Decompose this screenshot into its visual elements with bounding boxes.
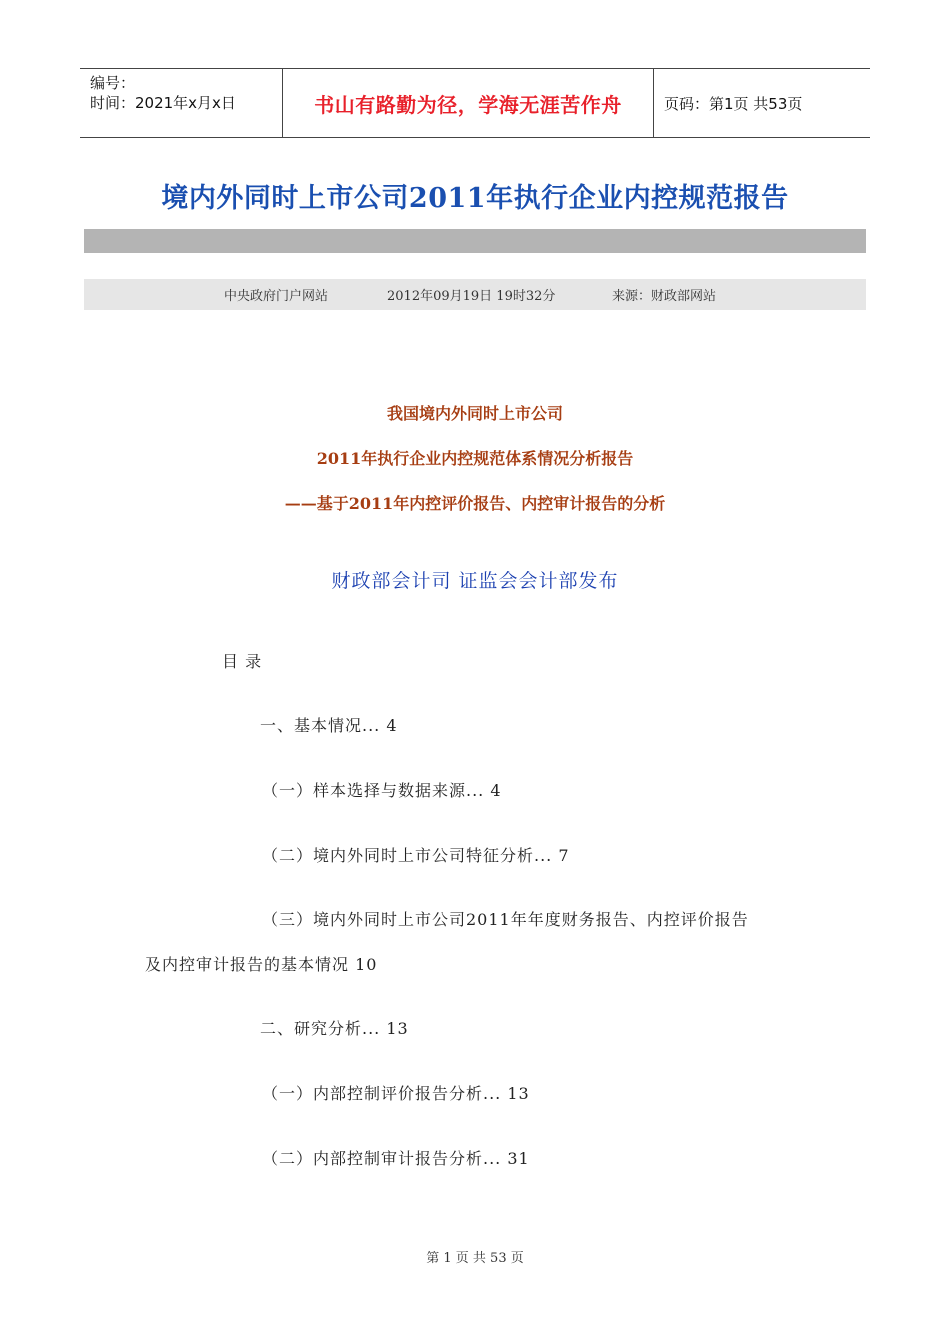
header-table: [80, 68, 870, 138]
article-origin: 来源：财政部网站: [612, 289, 717, 304]
toc-heading: 目 录: [222, 652, 263, 671]
toc-item[interactable]: （一）样本选择与数据来源... 4: [262, 781, 502, 800]
motto: 书山有路勤为径，学海无涯苦作舟: [282, 69, 654, 137]
toc-item[interactable]: （二）内部控制审计报告分析... 31: [262, 1149, 530, 1168]
time-label: 时间：2021年x月x日: [90, 94, 236, 112]
toc-item-continuation[interactable]: 及内控审计报告的基本情况 10: [145, 955, 378, 974]
toc-item[interactable]: 一、基本情况... 4: [260, 716, 398, 735]
toc-item[interactable]: （二）境内外同时上市公司特征分析... 7: [262, 846, 570, 865]
publisher-line: 财政部会计司 证监会会计部发布: [331, 570, 619, 592]
publish-datetime: 2012年09月19日 19时32分: [387, 289, 556, 304]
toc-item[interactable]: （一）内部控制评价报告分析... 13: [262, 1084, 530, 1103]
article-meta-bar: [84, 279, 866, 310]
subtitle-line-1: 我国境内外同时上市公司: [386, 404, 563, 423]
number-label: 编号：: [90, 74, 136, 92]
document-title: 境内外同时上市公司2011年执行企业内控规范报告: [161, 183, 789, 214]
page-info: 页码：第1页 共53页: [664, 94, 803, 113]
title-divider-bar: [84, 229, 866, 253]
header-meta-cell: [80, 69, 282, 137]
subtitle-line-3: ——基于2011年内控评价报告、内控审计报告的分析: [284, 494, 666, 513]
subtitle-line-2: 2011年执行企业内控规范体系情况分析报告: [316, 449, 634, 468]
toc-item[interactable]: 二、研究分析... 13: [260, 1019, 409, 1038]
page-footer: 第 1 页 共 53 页: [426, 1251, 524, 1266]
source-site: 中央政府门户网站: [224, 289, 329, 304]
toc-item[interactable]: （三）境内外同时上市公司2011年年度财务报告、内控评价报告: [262, 910, 749, 929]
